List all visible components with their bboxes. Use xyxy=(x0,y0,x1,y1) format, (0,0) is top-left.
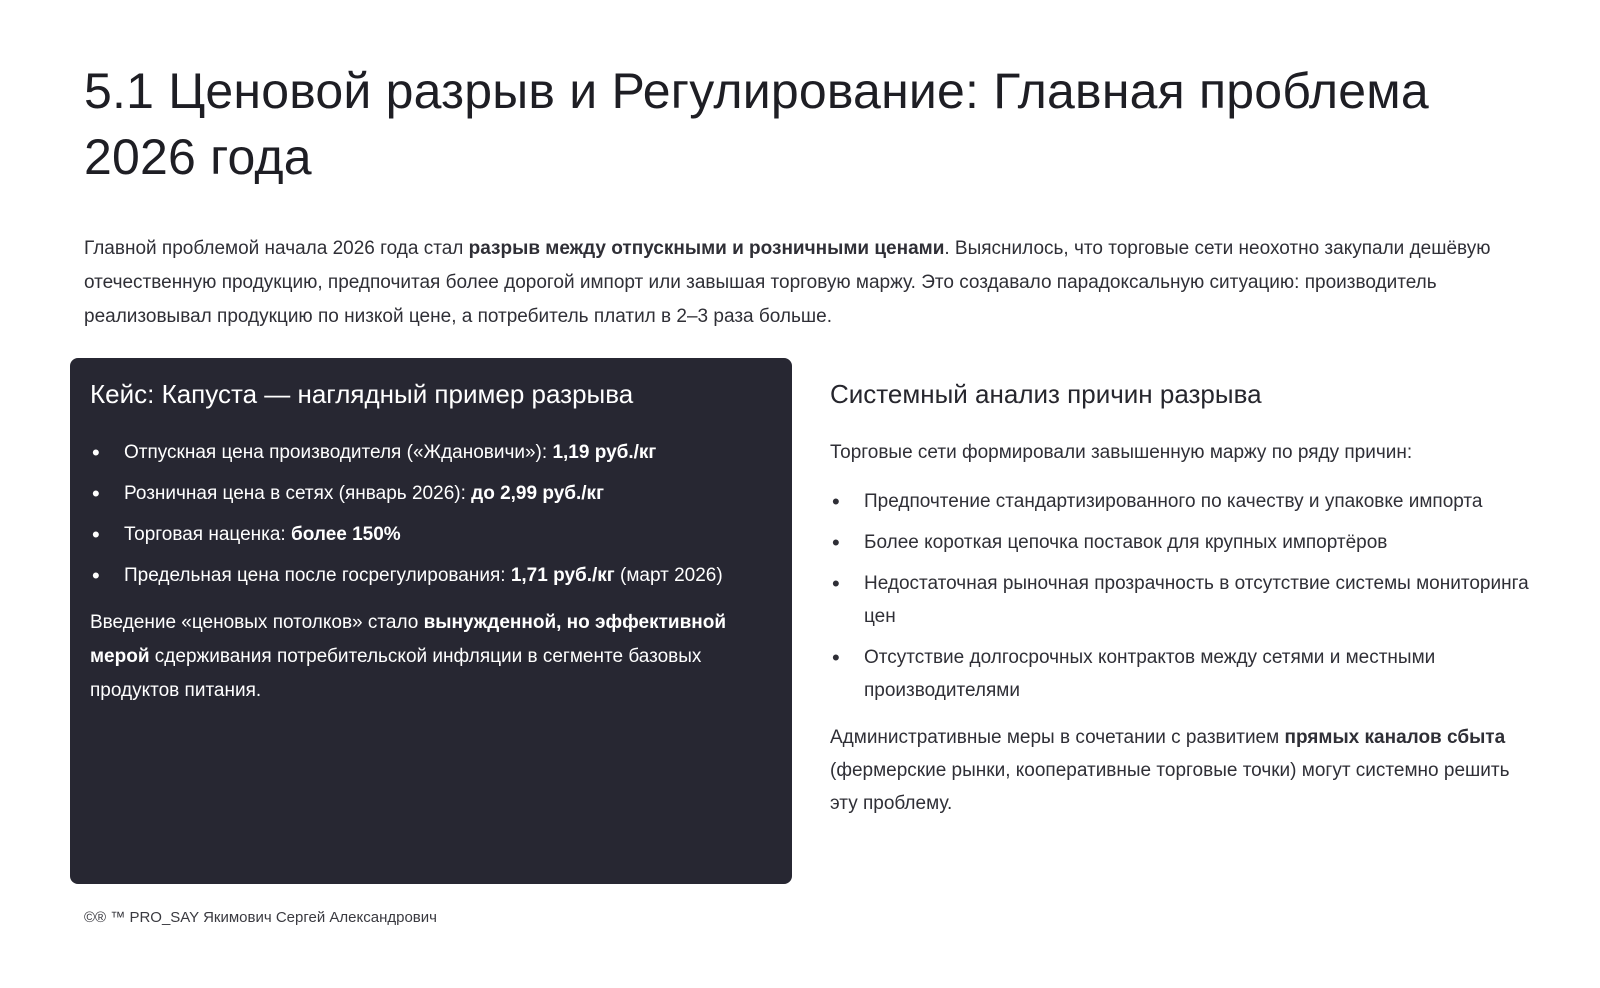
closing-text-end: (фермерские рынки, кооперативные торговые точки) могут системно решить эту проблему. xyxy=(830,760,1510,814)
case-item-text: Розничная цена в сетях (январь 2026): xyxy=(124,483,472,504)
analysis-lead: Торговые сети формировали завышенную маржу по ряду причин: xyxy=(830,442,1413,463)
case-item-value: более 150% xyxy=(291,524,401,545)
case-card-item xyxy=(90,436,772,469)
analysis-list xyxy=(830,485,1530,707)
case-item-text: Отпускная цена производителя («Ждановичи»): xyxy=(124,442,553,463)
case-card-conclusion xyxy=(90,606,750,708)
intro-text-start: Главной проблемой начала 2026 года стал xyxy=(84,238,469,259)
analysis-heading: Системный анализ причин разрыва xyxy=(830,379,1262,409)
page-title: 5.1 Ценовой разрыв и Регулирование: Главная проблема 2026 года xyxy=(84,63,1429,185)
conclusion-text-bold: вынужденной, но эффективной мерой xyxy=(90,612,727,667)
analysis-closing xyxy=(830,721,1530,820)
case-item-text: Предельная цена после госрегулирования: xyxy=(124,565,511,586)
case-card xyxy=(70,358,792,884)
intro-text-bold: разрыв между отпускными и розничными ценами xyxy=(468,238,945,259)
conclusion-text-end: сдерживания потребительской инфляции в сегменте базовых продуктов питания. xyxy=(90,646,702,701)
case-card-item xyxy=(90,559,772,592)
case-card-list xyxy=(90,436,772,592)
case-card-item xyxy=(90,518,772,551)
closing-text-bold: прямых каналов сбыта xyxy=(1284,727,1506,748)
intro-text-end: . Выяснилось, что торговые сети неохотно закупали дешёвую отечественную продукцию, предпочитая более дорогой импорт или завышая торговую маржу. Это создавало парадоксальную ситуацию: производитель реализовывал продукцию по низкой цене, а потребитель платил в 2–3 раза больше. xyxy=(84,238,1491,327)
conclusion-text-start: Введение «ценовых потолков» стало xyxy=(90,612,424,633)
analysis-item: • Отсутствие долгосрочных контрактов между сетями и местными производителями xyxy=(830,641,1530,707)
case-item-value: 1,19 руб./кг xyxy=(552,442,657,463)
case-item-text: Торговая наценка: xyxy=(124,524,291,545)
case-item-value: до 2,99 руб./кг xyxy=(471,483,604,504)
case-item-value: 1,71 руб./кг xyxy=(510,565,615,586)
footer-copyright: ©® ™ PRO_SAY Якимович Сергей Александрович xyxy=(84,909,437,926)
case-item-note: (март 2026) xyxy=(614,565,723,586)
intro-paragraph xyxy=(84,232,1504,334)
case-card-heading: Кейс: Капуста — наглядный пример разрыва xyxy=(90,379,634,409)
analysis-item: • Предпочтение стандартизированного по качеству и упаковке импорта xyxy=(830,485,1530,518)
analysis-section xyxy=(830,376,1530,820)
closing-text-start: Административные меры в сочетании с развитием xyxy=(830,727,1285,748)
case-card-item xyxy=(90,477,772,510)
analysis-item: • Более короткая цепочка поставок для крупных импортёров xyxy=(830,526,1530,559)
analysis-item: • Недостаточная рыночная прозрачность в отсутствие системы мониторинга цен xyxy=(830,567,1530,633)
